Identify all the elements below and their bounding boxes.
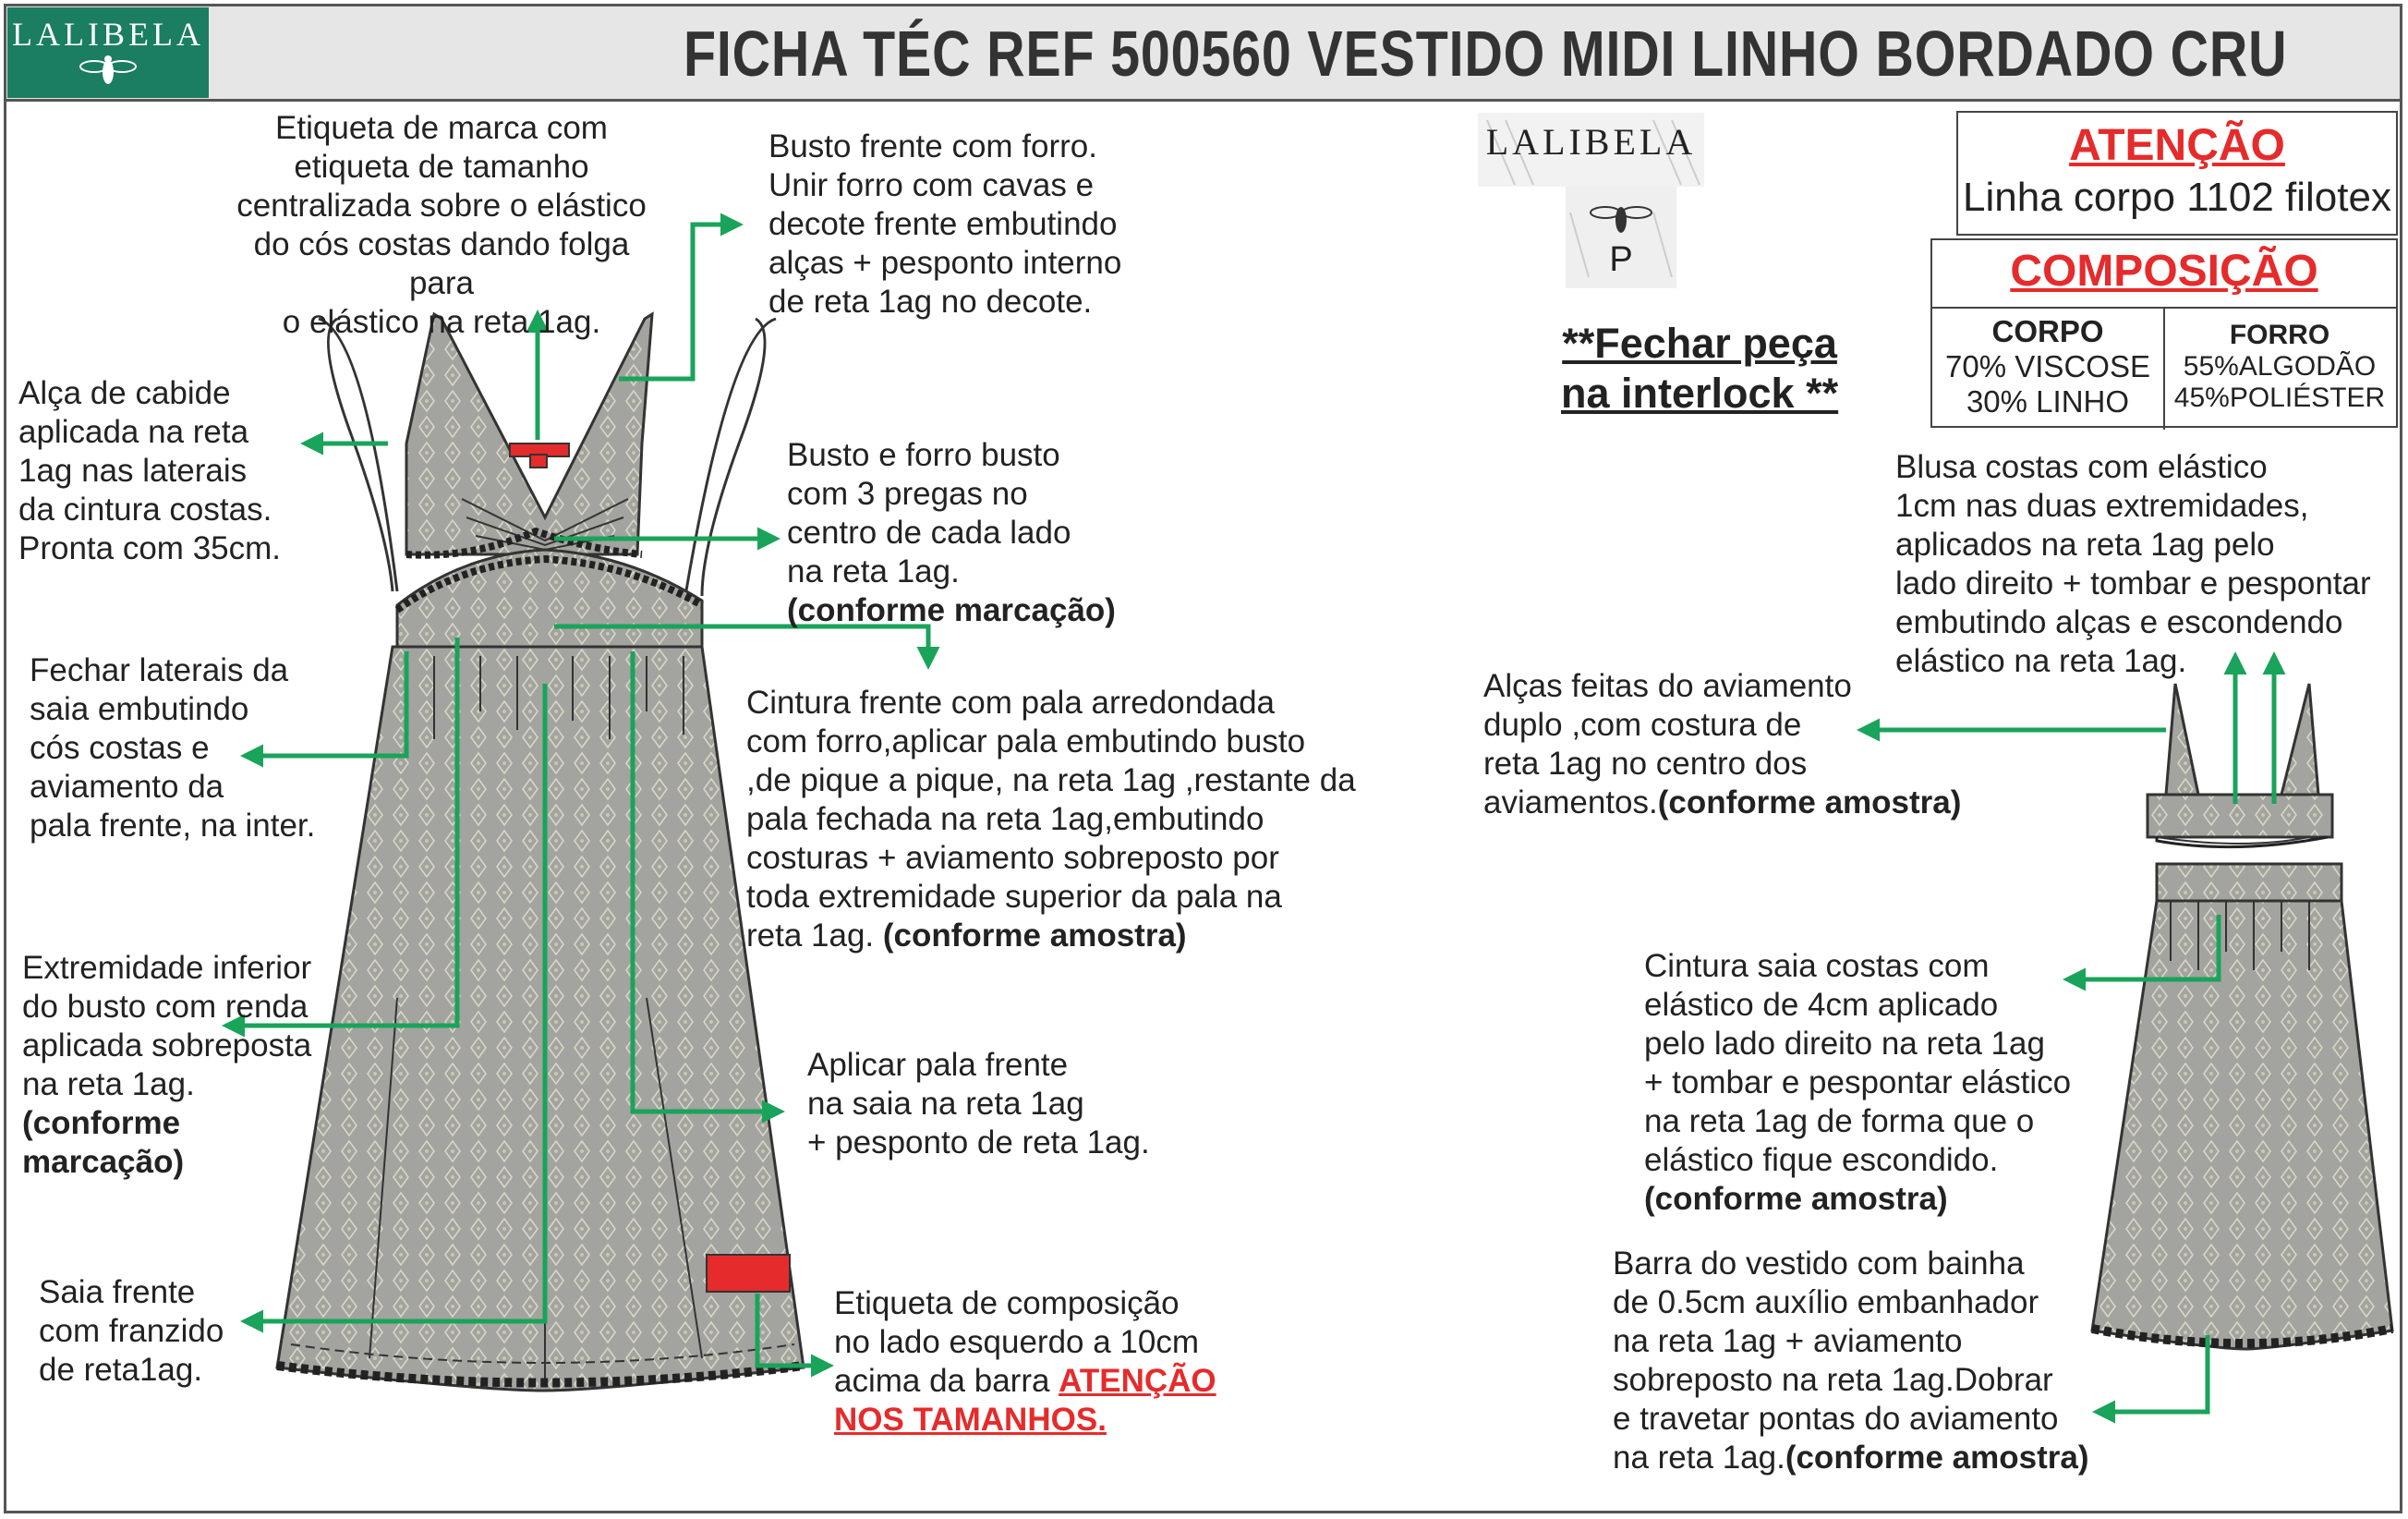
lining-title: FORRO (2229, 320, 2330, 350)
note-bust-pleats-text: Busto e forro busto com 3 pregas no centro de cada lado na reta 1ag. (787, 437, 1071, 589)
body-line-1: 70% VISCOSE (1945, 349, 2150, 383)
hanger-loop-left (328, 319, 393, 591)
attention-title: ATENÇÃO (2069, 121, 2285, 170)
back-waist-elastic (2157, 864, 2341, 901)
close-note: **Fechar peça na interlock ** (1561, 320, 1839, 417)
note-bust-pleats (787, 397, 1212, 669)
note-close-sides: Fechar laterais da saia embutindo cós costas e aviamento da pala frente, na inter. (30, 652, 316, 844)
note-apply-yoke: Aplicar pala frente na saia na reta 1ag + pesponto de reta 1ag. (807, 1047, 1150, 1161)
note-front-bust: Busto frente com forro. Unir forro com cavas e decote frente embutindo alças + pesponto interno de reta 1ag no decote. (768, 128, 1122, 320)
bee-icon (1615, 207, 1627, 233)
front-dress-drawing (277, 314, 804, 1391)
note-composition-label-warning: ATENÇÃO NOS TAMANHOS (834, 1363, 1216, 1438)
back-skirt (2092, 901, 2392, 1349)
note-lower-bust (22, 910, 355, 1221)
composition-label-marker (707, 1255, 790, 1292)
body-title: CORPO (1991, 314, 2104, 348)
waist-yoke (397, 550, 702, 651)
note-straps (1483, 667, 2001, 822)
note-composition-label-end: . (1097, 1402, 1107, 1438)
note-brand-label: Etiqueta de marca com etiqueta de tamanho centralizada sobre o elástico do cós costas dando folga para o elástico na reta 1ag. (236, 110, 647, 340)
note-hem (1613, 1245, 2130, 1477)
note-front-skirt: Saia frente com franzido de reta1ag. (39, 1274, 224, 1388)
brand-name: LALIBELA (12, 16, 204, 53)
note-front-waist-bold: (conforme amostra) (882, 917, 1187, 954)
composition-body (1932, 307, 2165, 430)
note-composition-label-text: Etiqueta de composição no lado esquerdo a 10cm acima da barra (834, 1285, 1199, 1399)
note-straps-bold: (conforme amostra) (1657, 784, 1962, 820)
note-back-blouse: Blusa costas com elástico 1cm nas duas extremidades, aplicados na reta 1ag pelo lado direito + tombar e pespontar embutindo alças e escondendo elástico na reta 1ag. (1895, 449, 2371, 679)
page-title: FICHA TÉC REF 500560 VESTIDO MIDI LINHO BORDADO CRU (684, 18, 2288, 90)
note-lower-bust-bold: (conforme marcação) (22, 1105, 185, 1180)
back-dress-drawing (2092, 684, 2392, 1349)
note-lower-bust-text: Extremidade inferior do busto com renda aplicada sobreposta na reta 1ag. (22, 950, 312, 1102)
note-back-waist (1644, 908, 2124, 1258)
back-bodice-band (2148, 795, 2332, 837)
note-bust-pleats-bold: (conforme marcação) (787, 592, 1116, 628)
note-front-waist-text: Cintura frente com pala arredondada com forro,aplicar pala embutindo busto ,de pique a pique, na reta 1ag ,restante da pala fechada na reta 1ag,embutindo costuras + aviamento sobreposto por toda extremidade superior da pala na reta 1ag. (746, 685, 1356, 954)
lining-line-2: 45%POLIÉSTER (2173, 383, 2386, 413)
label-tag-brand: LALIBELA (1485, 121, 1697, 163)
note-straps-text: Alças feitas do aviamento duplo ,com costura de reta 1ag no centro dos aviamentos. (1483, 668, 1852, 820)
note-hem-bold: (conforme amostra) (1785, 1440, 2089, 1476)
attention-box (1956, 111, 2398, 236)
composition-title: COMPOSIÇÃO (2010, 247, 2318, 296)
composition-box (1930, 238, 2398, 428)
composition-lining (2163, 307, 2396, 430)
note-hanger-strap: Alça de cabide aplicada na reta 1ag nas laterais da cintura costas. Pronta com 35cm. (18, 375, 281, 566)
note-back-waist-text: Cintura saia costas com elástico de 4cm aplicado pelo lado direito na reta 1ag + tombar e pespontar elástico na reta 1ag de forma que o elástico fique escondido. (1644, 948, 2072, 1178)
note-back-waist-bold: (conforme amostra) (1644, 1181, 1948, 1217)
note-hem-text: Barra do vestido com bainha de 0.5cm auxílio embanhador na reta 1ag + aviamento sobreposto na reta 1ag.Dobrar e travetar pontas do aviamento na reta 1ag. (1613, 1246, 2059, 1476)
note-composition-label (834, 1284, 1277, 1440)
lining-line-1: 55%ALGODÃO (2183, 351, 2377, 382)
attention-text: Linha corpo 1102 filotex (1963, 175, 2391, 220)
bodice (406, 314, 652, 554)
body-line-2: 30% LINHO (1966, 384, 2130, 419)
hanger-loop-right (702, 319, 765, 596)
note-front-waist (746, 684, 1430, 955)
label-tag-size: P (1609, 240, 1633, 279)
